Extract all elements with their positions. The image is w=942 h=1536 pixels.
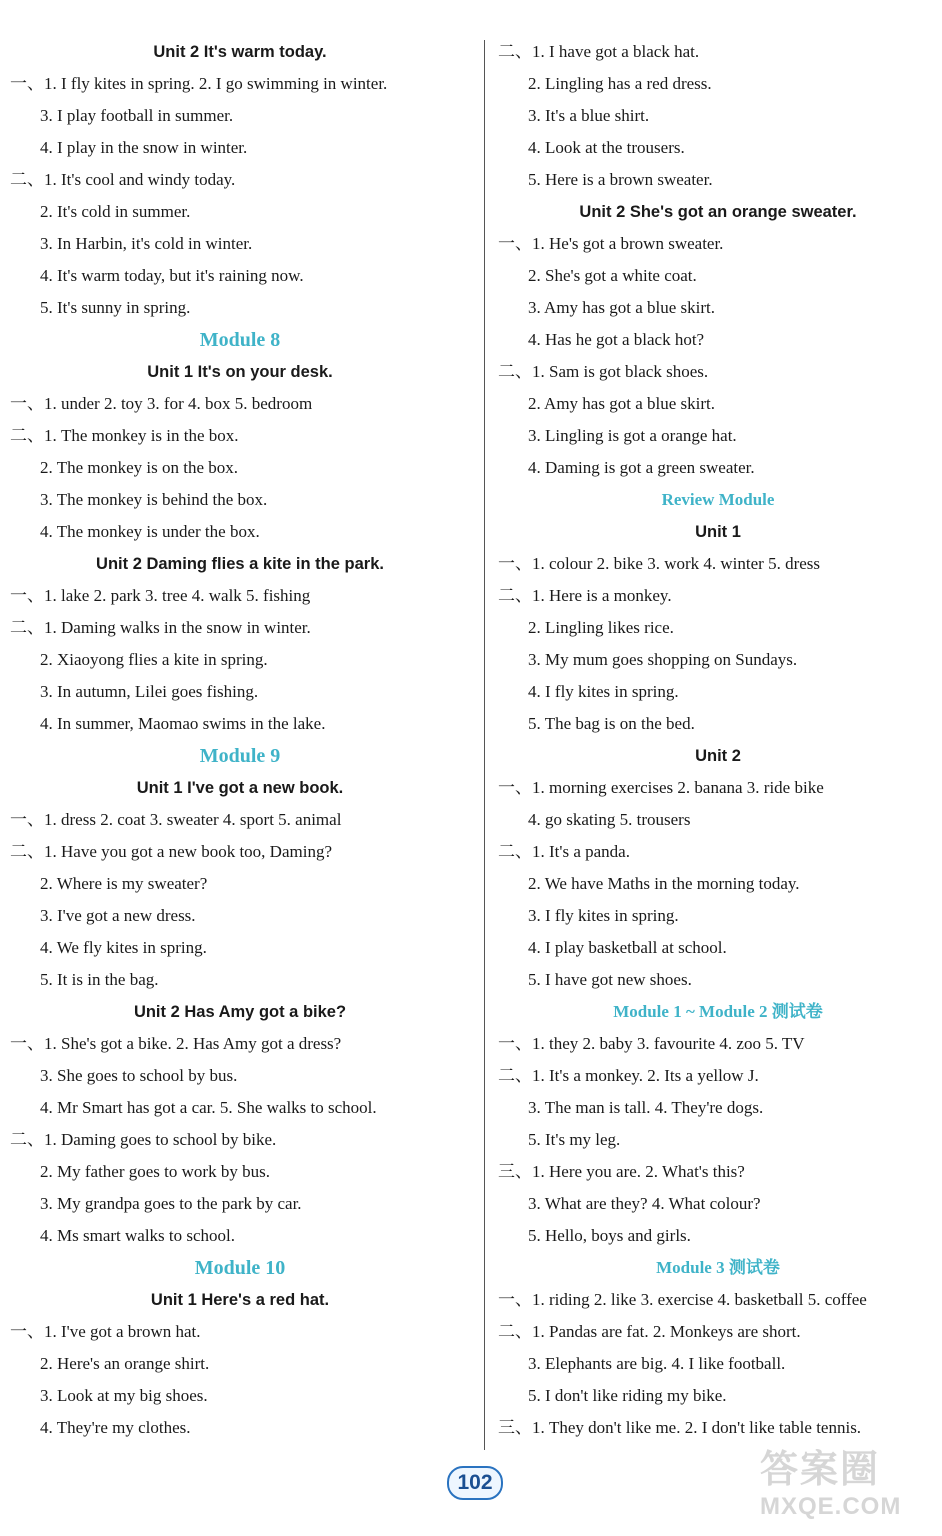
answer-subline: 5. Here is a brown sweater. <box>528 170 713 189</box>
module-heading: Module 3 测试卷 <box>656 1258 780 1277</box>
unit-heading: Unit 2 <box>695 747 741 765</box>
answer-subline: 3. I play football in summer. <box>40 106 234 125</box>
answer-line: 二、1. Pandas are fat. 2. Monkeys are short. <box>498 1322 801 1341</box>
answer-subline: 2. The monkey is on the box. <box>40 458 238 477</box>
answer-line: 二、1. It's cool and windy today. <box>10 170 236 189</box>
watermark-logo <box>760 1448 940 1534</box>
answer-subline: 3. She goes to school by bus. <box>40 1066 238 1085</box>
answer-subline: 4. They're my clothes. <box>40 1418 191 1437</box>
module-heading: Module 1 ~ Module 2 测试卷 <box>613 1002 823 1021</box>
answer-line: 一、1. they 2. baby 3. favourite 4. zoo 5. TV <box>498 1034 805 1053</box>
unit-heading: Unit 1 <box>695 523 741 541</box>
answer-subline: 4. Daming is got a green sweater. <box>528 458 755 477</box>
answer-line: 三、1. They don't like me. 2. I don't like table tennis. <box>498 1418 862 1437</box>
answer-subline: 2. Xiaoyong flies a kite in spring. <box>40 650 268 669</box>
answer-subline: 3. My mum goes shopping on Sundays. <box>528 650 798 669</box>
module-heading: Module 9 <box>199 745 281 767</box>
answer-line: 二、1. Daming goes to school by bike. <box>10 1130 277 1149</box>
answer-subline: 3. Look at my big shoes. <box>40 1386 208 1405</box>
answer-line: 一、1. lake 2. park 3. tree 4. walk 5. fishing <box>10 586 311 605</box>
answer-line: 二、1. Daming walks in the snow in winter. <box>10 618 311 637</box>
answer-line: 一、1. morning exercises 2. banana 3. ride bike <box>498 778 824 797</box>
watermark-bottom: MXQE.COM <box>760 1493 902 1520</box>
answer-subline: 2. Amy has got a blue skirt. <box>528 394 715 413</box>
unit-heading: Unit 2 Has Amy got a bike? <box>133 1003 347 1021</box>
answer-subline: 3. I've got a new dress. <box>40 906 196 925</box>
right-column <box>498 36 938 1444</box>
answer-line: 二、1. Have you got a new book too, Daming? <box>10 842 332 861</box>
answer-subline: 3. It's a blue shirt. <box>528 106 650 125</box>
answer-subline: 5. The bag is on the bed. <box>528 714 695 733</box>
answer-subline: 5. Hello, boys and girls. <box>528 1226 691 1245</box>
unit-heading: Unit 1 I've got a new book. <box>136 779 344 797</box>
page-number: 102 <box>447 1466 503 1500</box>
answer-subline: 4. Ms smart walks to school. <box>40 1226 236 1245</box>
answer-subline: 2. Here's an orange shirt. <box>40 1354 210 1373</box>
answer-subline: 3. What are they? 4. What colour? <box>528 1194 761 1213</box>
answer-subline: 4. I fly kites in spring. <box>528 682 679 701</box>
answer-subline: 3. The man is tall. 4. They're dogs. <box>528 1098 764 1117</box>
module-heading: Module 10 <box>194 1257 286 1279</box>
answer-subline: 3. In autumn, Lilei goes fishing. <box>40 682 259 701</box>
answer-subline: 4. go skating 5. trousers <box>528 810 691 829</box>
column-divider <box>484 40 485 1450</box>
answer-subline: 5. It's sunny in spring. <box>40 298 191 317</box>
answer-subline: 2. It's cold in summer. <box>40 202 191 221</box>
answer-subline: 3. I fly kites in spring. <box>528 906 679 925</box>
module-heading: Module 8 <box>199 329 281 351</box>
answer-subline: 4. It's warm today, but it's raining now. <box>40 266 304 285</box>
answer-line: 一、1. dress 2. coat 3. sweater 4. sport 5. animal <box>10 810 342 829</box>
unit-heading: Unit 2 She's got an orange sweater. <box>579 203 857 221</box>
answer-subline: 4. In summer, Maomao swims in the lake. <box>40 714 326 733</box>
answer-subline: 5. It is in the bag. <box>40 970 159 989</box>
unit-heading: Unit 2 It's warm today. <box>153 43 327 61</box>
watermark-top: 答案圈 <box>760 1449 881 1491</box>
answer-subline: 4. Mr Smart has got a car. 5. She walks to school. <box>40 1098 377 1117</box>
left-column <box>10 36 470 1444</box>
unit-heading: Unit 2 Daming flies a kite in the park. <box>96 555 384 573</box>
answer-subline: 2. My father goes to work by bus. <box>40 1162 270 1181</box>
answer-subline: 3. My grandpa goes to the park by car. <box>40 1194 302 1213</box>
answer-subline: 2. Lingling has a red dress. <box>528 74 712 93</box>
answer-subline: 4. Look at the trousers. <box>528 138 685 157</box>
answer-subline: 2. Where is my sweater? <box>40 874 208 893</box>
answer-line: 三、1. Here you are. 2. What's this? <box>498 1162 745 1181</box>
answer-subline: 4. I play in the snow in winter. <box>40 138 248 157</box>
answer-line: 二、1. It's a panda. <box>498 842 630 861</box>
module-heading: Review Module <box>661 490 775 509</box>
answer-subline: 4. Has he got a black hot? <box>528 330 705 349</box>
answer-line: 一、1. colour 2. bike 3. work 4. winter 5. dress <box>498 554 821 573</box>
answer-line: 一、1. under 2. toy 3. for 4. box 5. bedroom <box>10 394 313 413</box>
answer-subline: 4. I play basketball at school. <box>528 938 727 957</box>
answer-line: 一、1. riding 2. like 3. exercise 4. basketball 5. coffee <box>498 1290 867 1309</box>
answer-line: 二、1. It's a monkey. 2. Its a yellow J. <box>498 1066 759 1085</box>
answer-subline: 5. I have got new shoes. <box>528 970 692 989</box>
answer-line: 二、1. I have got a black hat. <box>498 42 700 61</box>
unit-heading: Unit 1 It's on your desk. <box>147 363 333 381</box>
answer-subline: 5. It's my leg. <box>528 1130 621 1149</box>
answer-line: 二、1. Here is a monkey. <box>498 586 672 605</box>
answer-line: 一、1. She's got a bike. 2. Has Amy got a dress? <box>10 1034 342 1053</box>
answer-subline: 3. Elephants are big. 4. I like football. <box>528 1354 786 1373</box>
answer-line: 二、1. The monkey is in the box. <box>10 426 239 445</box>
answer-subline: 5. I don't like riding my bike. <box>528 1386 727 1405</box>
answer-line: 一、1. I fly kites in spring. 2. I go swimming in winter. <box>10 74 388 93</box>
answer-subline: 2. She's got a white coat. <box>528 266 697 285</box>
answer-subline: 3. Amy has got a blue skirt. <box>528 298 715 317</box>
answer-subline: 3. Lingling is got a orange hat. <box>528 426 737 445</box>
answer-subline: 2. Lingling likes rice. <box>528 618 674 637</box>
answer-subline: 4. The monkey is under the box. <box>40 522 260 541</box>
unit-heading: Unit 1 Here's a red hat. <box>150 1291 330 1309</box>
answer-subline: 3. The monkey is behind the box. <box>40 490 268 509</box>
answer-subline: 3. In Harbin, it's cold in winter. <box>40 234 253 253</box>
answer-subline: 2. We have Maths in the morning today. <box>528 874 800 893</box>
answer-line: 二、1. Sam is got black shoes. <box>498 362 709 381</box>
answer-line: 一、1. I've got a brown hat. <box>10 1322 201 1341</box>
answer-subline: 4. We fly kites in spring. <box>40 938 207 957</box>
answer-line: 一、1. He's got a brown sweater. <box>498 234 724 253</box>
